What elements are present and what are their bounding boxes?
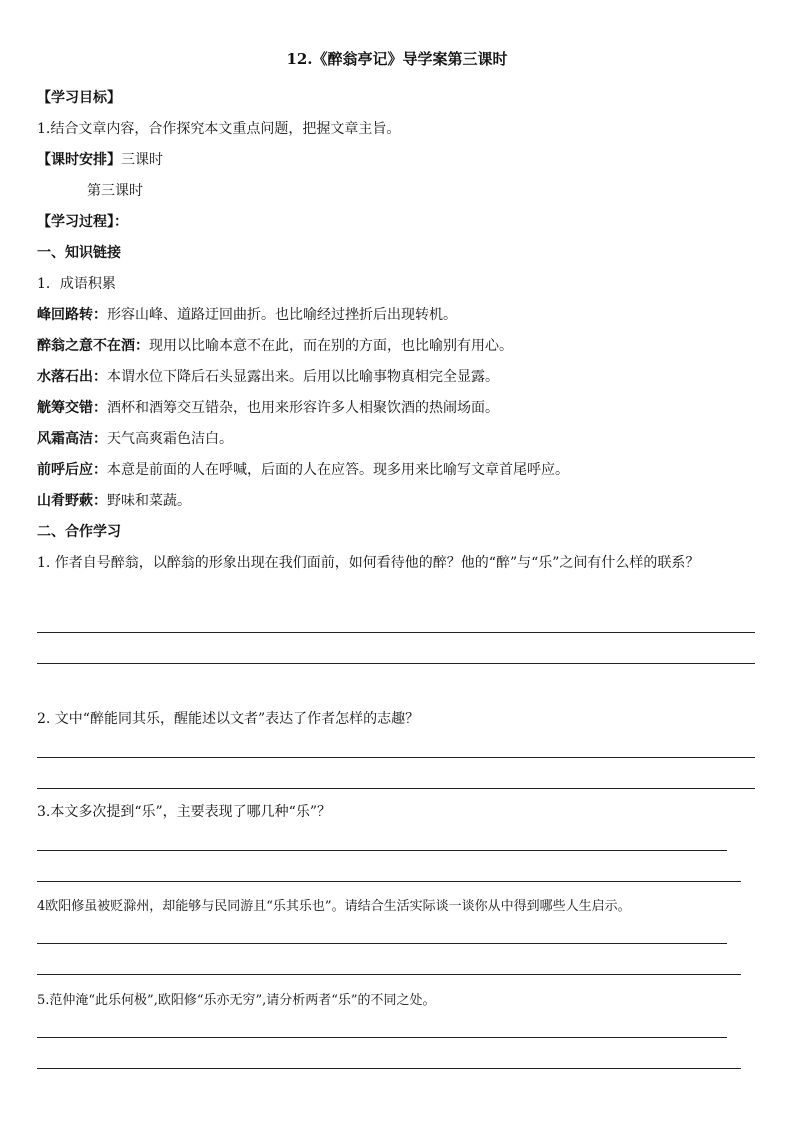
section-knowledge-link: 一、知识链接 [37,245,121,261]
idiom-item [37,304,457,324]
answer-line[interactable] [37,1068,741,1069]
schedule-heading: 【课时安排】 [37,152,121,168]
idiom-definition: 形容山峰、道路迂回曲折。也比喻经过挫折后出现转机。 [107,307,457,323]
idiom-definition: 野味和菜蔬。 [107,493,191,509]
question-1: 1. 作者自号醉翁，以醉翁的形象出现在我们面前，如何看待他的醉？他的“醉”与“乐”之间有什么样的联系？ [37,555,700,571]
answer-line[interactable] [37,663,755,664]
idiom-definition: 本意是前面的人在呼喊，后面的人在应答。现多用来比喻写文章首尾呼应。 [107,462,569,478]
answer-line[interactable] [37,974,741,975]
idiom-item [37,366,499,386]
lesson-label: 第三课时 [87,183,143,199]
question-5: 5.范仲淹“此乐何极”,欧阳修“乐亦无穷”,请分析两者“乐”的不同之处。 [37,993,436,1008]
answer-line[interactable] [37,1037,727,1038]
answer-line[interactable] [37,881,741,882]
schedule-value: 三课时 [121,152,163,168]
goal-item-1: 1.结合文章内容，合作探究本文重点问题，把握文章主旨。 [37,121,401,137]
idiom-term: 前呼后应： [37,462,107,478]
idiom-item [37,428,233,448]
page-title: 12.《醉翁亭记》导学案第三课时 [286,50,508,68]
answer-line[interactable] [37,943,727,944]
idiom-term: 峰回路转： [37,307,107,323]
answer-line[interactable] [37,788,755,789]
idiom-term: 山肴野蔌： [37,493,107,509]
idiom-term: 风霜高洁： [37,431,107,447]
idiom-term: 水落石出： [37,369,107,385]
idiom-item [37,490,191,510]
idiom-item [37,335,513,355]
idiom-definition: 酒杯和酒筹交互错杂，也用来形容许多人相聚饮酒的热闹场面。 [107,400,499,416]
answer-line[interactable] [37,632,755,633]
schedule-row [37,149,163,169]
idiom-definition: 天气高爽霜色洁白。 [107,431,233,447]
section-cooperative-study: 二、合作学习 [37,524,121,540]
idiom-item [37,397,499,417]
idioms-heading: 1．成语积累 [37,276,116,292]
idiom-term: 醉翁之意不在酒： [37,338,149,354]
question-2: 2. 文中“醉能同其乐，醒能述以文者”表达了作者怎样的志趣？ [37,711,420,727]
answer-line[interactable] [37,850,727,851]
goal-heading: 【学习目标】 [37,90,121,106]
idiom-definition: 本谓水位下降后石头显露出来。后用以比喻事物真相完全显露。 [107,369,499,385]
question-3: 3.本文多次提到“乐”，主要表现了哪几种“乐”？ [37,804,331,820]
idiom-term: 觥筹交错： [37,400,107,416]
process-heading: 【学习过程】： [37,214,128,230]
answer-line[interactable] [37,757,755,758]
idiom-definition: 现用以比喻本意不在此，而在别的方面，也比喻别有用心。 [149,338,513,354]
question-4: 4欧阳修虽被贬滁州，却能够与民同游且“乐其乐也”。请结合生活实际谈一谈你从中得到哪些人生启示。 [37,899,631,914]
idiom-item [37,459,569,479]
